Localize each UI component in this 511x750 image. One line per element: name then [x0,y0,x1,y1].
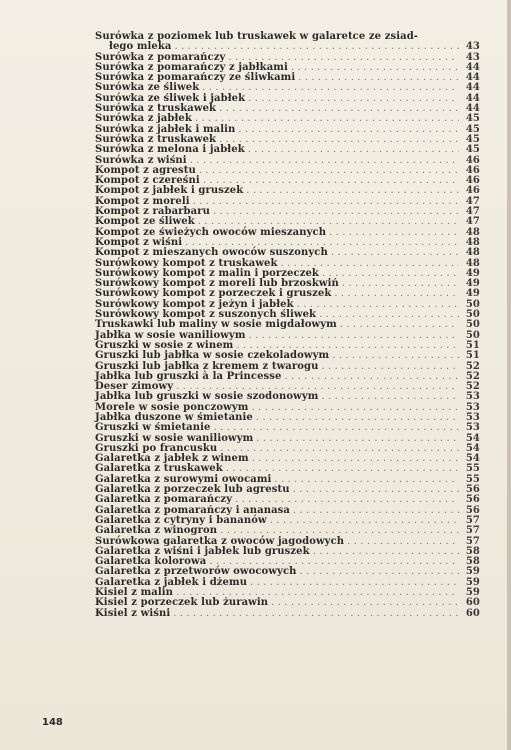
toc-entry-title: Jabłka lub gruszki w sosie szodonowym [95,391,319,403]
toc-entry-title: Kompot z rabarbaru [95,206,210,218]
toc-entry-title: Deser zimowy [95,381,174,393]
dot-leader [284,372,459,382]
toc-entry-page: 57 [465,535,480,547]
toc-entry-page: 47 [465,216,480,228]
toc-entry-title: Galaretka z jabłek i dżemu [95,576,248,588]
dot-leader [248,94,459,104]
dot-leader [219,135,459,145]
toc-entry-page: 52 [465,381,480,393]
dot-leader [220,526,459,536]
dot-leader [298,73,459,83]
toc-entry-page: 58 [465,556,480,568]
toc-entry-page: 56 [465,484,480,496]
toc-entry-title: Jabłka w sosie waniliowym [95,329,246,341]
dot-leader [329,228,459,238]
toc-entry-title: Surówka ze śliwek [95,82,200,94]
dot-leader [293,506,459,516]
toc-entry-page: 48 [465,247,480,259]
toc-entry-title: Surówka z pomarańczy [95,51,226,63]
toc-entry-title: Surówka z truskawek [95,133,217,145]
page-number: 148 [42,717,63,728]
toc-entry-page: 59 [465,587,480,599]
dot-leader [321,362,459,372]
toc-entry-title: Gruszki w sosie z winem [95,339,234,351]
toc-entry-title: Jabłka lub gruszki à la Princesse [95,370,282,382]
toc-entry-page: 45 [465,133,480,145]
toc-entry-title: Truskawki lub maliny w sosie migdałowym [95,319,337,331]
toc-entry-title: łego mleka [109,41,172,53]
toc-entry-page: 46 [465,185,480,197]
toc-entry-page: 46 [465,164,480,176]
toc-entry-title: Surówka z wiśni [95,154,187,166]
toc-entry-title: Galaretka z przetworów owocowych [95,566,297,578]
toc-entry-page: 45 [465,144,480,156]
toc-entry-page: 47 [465,206,480,218]
toc-entry-page: 51 [465,339,480,351]
dot-leader [193,197,459,207]
toc-entry-page: 60 [465,607,480,619]
toc-entry-title: Galaretka z pomarańczy [95,494,233,506]
toc-entry-page: 53 [465,401,480,413]
dot-leader [271,598,459,608]
dot-leader [313,547,459,557]
dot-leader [347,537,459,547]
dot-leader [249,331,459,341]
toc-entry-page: 44 [465,82,480,94]
toc-entry-page: 49 [465,267,480,279]
toc-entry-title: Galaretka z surowymi owocami [95,473,272,485]
toc-entry-page: 46 [465,175,480,187]
toc-entry-page: 59 [465,576,480,588]
toc-entry-page: 43 [465,41,480,53]
toc-entry-page: 46 [465,154,480,166]
toc-entry-page: 45 [465,113,480,125]
toc-entry-title: Surówka z melona i jabłek [95,144,245,156]
toc-entry-page: 44 [465,103,480,115]
dot-leader [252,454,459,464]
toc-entry-title: Surówka z truskawek [95,103,217,115]
dot-leader [334,289,459,299]
toc-entry-title: Kompot z czereśni [95,175,200,187]
toc-entry-title: Kompot z agrestu [95,164,196,176]
toc-entry-title: Surówkowy kompot z moreli lub brzoskwiń [95,278,339,290]
toc-entry-page: 43 [465,51,480,63]
toc-entry-page: 51 [465,350,480,362]
dot-leader [293,485,459,495]
toc-entry-title: Surówka z jabłek i malin [95,123,236,135]
dot-leader [238,125,459,135]
toc-entry-title: Gruszki w sosie waniliowym [95,432,254,444]
toc-entry-title: Galaretka z truskawek [95,463,223,475]
toc-entry-page: 57 [465,514,480,526]
toc-entry-title: Galaretka z cytryny i bananów [95,514,267,526]
toc-entry-title: Surówkowy kompot z porzeczek i gruszek [95,288,332,300]
toc-entry-title: Jabłka duszone w śmietanie [95,411,253,423]
dot-leader [173,609,459,619]
toc-entry-page: 54 [465,432,480,444]
toc-entry-page: 48 [465,226,480,238]
toc-entry-page: 57 [465,525,480,537]
toc-entry-page: 44 [465,72,480,84]
dot-leader [250,578,459,588]
toc-entry-page: 59 [465,566,480,578]
toc-entry-title: Morele w sosie ponczowym [95,401,249,413]
dot-leader [332,351,459,361]
toc-entry-page: 49 [465,288,480,300]
toc-entry-page: 48 [465,257,480,269]
toc-entry [95,248,480,258]
toc-entry-page: 53 [465,411,480,423]
toc-entry-title: Surówka z poziomek lub truskawek w galaretce ze zsiad- [95,31,419,42]
toc-entry-page: 53 [465,422,480,434]
dot-leader [274,475,459,485]
toc-entry-title: Surówkowy kompot z truskawek [95,257,278,269]
toc-entry-page: 53 [465,391,480,403]
dot-leader [256,413,459,423]
toc-entry-title: Galaretka z jabłek z winem [95,453,249,465]
dot-leader [321,392,459,402]
toc-entry-page: 50 [465,319,480,331]
page-edge [507,0,511,750]
toc-entry-page: 48 [465,236,480,248]
toc-entry-page: 58 [465,545,480,557]
toc-entry [95,526,480,536]
dot-leader [219,104,459,114]
dot-leader [270,516,459,526]
toc-entry-page: 50 [465,309,480,321]
toc-entry-title: Galaretka kolorowa [95,556,207,568]
toc-entry-page: 54 [465,442,480,454]
dot-leader [256,434,459,444]
dot-leader [246,186,459,196]
toc-entry-title: Gruszki po francusku [95,442,218,454]
dot-leader [291,63,459,73]
dot-leader [342,279,459,289]
toc-entry-page: 52 [465,360,480,372]
dot-leader [251,403,459,413]
toc-entry [95,609,480,619]
toc-entry-title: Kompot z jabłek i gruszek [95,185,244,197]
dot-leader [300,567,459,577]
toc-entry-title: Galaretka z wiśni i jabłek lub gruszek [95,545,310,557]
toc-entry-title: Kompot z mieszanych owoców suszonych [95,247,328,259]
toc-entry-page: 54 [465,453,480,465]
dot-leader [220,444,459,454]
toc-entry-title: Kisiel z wiśni [95,607,171,619]
toc-entry-title: Surówka z jabłek [95,113,192,125]
toc-entry-title: Galaretka z porzeczek lub agrestu [95,484,290,496]
toc-entry-page: 55 [465,473,480,485]
toc-entry-title: Gruszki lub jabłka z kremem z twarogu [95,360,319,372]
toc-entry-title: Surówkowy kompot z malin i porzeczek [95,267,319,279]
toc-entry-page: 47 [465,195,480,207]
dot-leader [248,145,459,155]
toc-entry-page: 60 [465,597,480,609]
toc-entry-title: Kompot ze świeżych owoców mieszanych [95,226,327,238]
toc-entry-title: Surówkowy kompot z suszonych śliwek [95,309,317,321]
toc-entry-page: 56 [465,504,480,516]
toc-entry-title: Kompot ze śliwek [95,216,195,228]
toc-entry-page: 52 [465,370,480,382]
toc-entry-title: Galaretka z pomarańczy i ananasa [95,504,290,516]
toc-entry-page: 45 [465,123,480,135]
toc-entry-page: 44 [465,92,480,104]
toc-entry-page: 56 [465,494,480,506]
dot-leader [319,310,459,320]
toc-entry-title: Galaretka z winogron [95,525,218,537]
toc-entry-title: Kompot z moreli [95,195,190,207]
toc-entry-page: 50 [465,329,480,341]
dot-leader [297,300,459,310]
toc-entry-page: 44 [465,61,480,73]
toc-entry-title: Surówkowa galaretka z owoców jagodowych [95,535,345,547]
toc-entry-title: Surówka z pomarańczy z jabłkami [95,61,288,73]
dot-leader [322,269,459,279]
toc-entry-page: 50 [465,298,480,310]
toc-entry [95,351,480,361]
dot-leader [331,248,459,258]
toc-entry-page: 55 [465,463,480,475]
dot-leader [190,156,459,166]
table-of-contents [95,32,480,619]
toc-entry-title: Kompot z wiśni [95,236,183,248]
toc-entry-title: Kisiel z malin [95,587,174,599]
dot-leader [213,207,459,217]
dot-leader [199,166,459,176]
toc-entry-title: Surówka z pomarańczy ze śliwkami [95,72,296,84]
toc-entry-title: Gruszki lub jabłka w sosie czekoladowym [95,350,330,362]
dot-leader [340,320,459,330]
toc-entry-title: Surówka ze śliwek i jabłek [95,92,246,104]
toc-entry-title: Gruszki w śmietanie [95,422,211,434]
toc-entry-title: Surówkowy kompot z jeżyn i jabłek [95,298,294,310]
toc-entry-title: Kisiel z porzeczek lub żurawin [95,597,269,609]
toc-entry-page: 49 [465,278,480,290]
